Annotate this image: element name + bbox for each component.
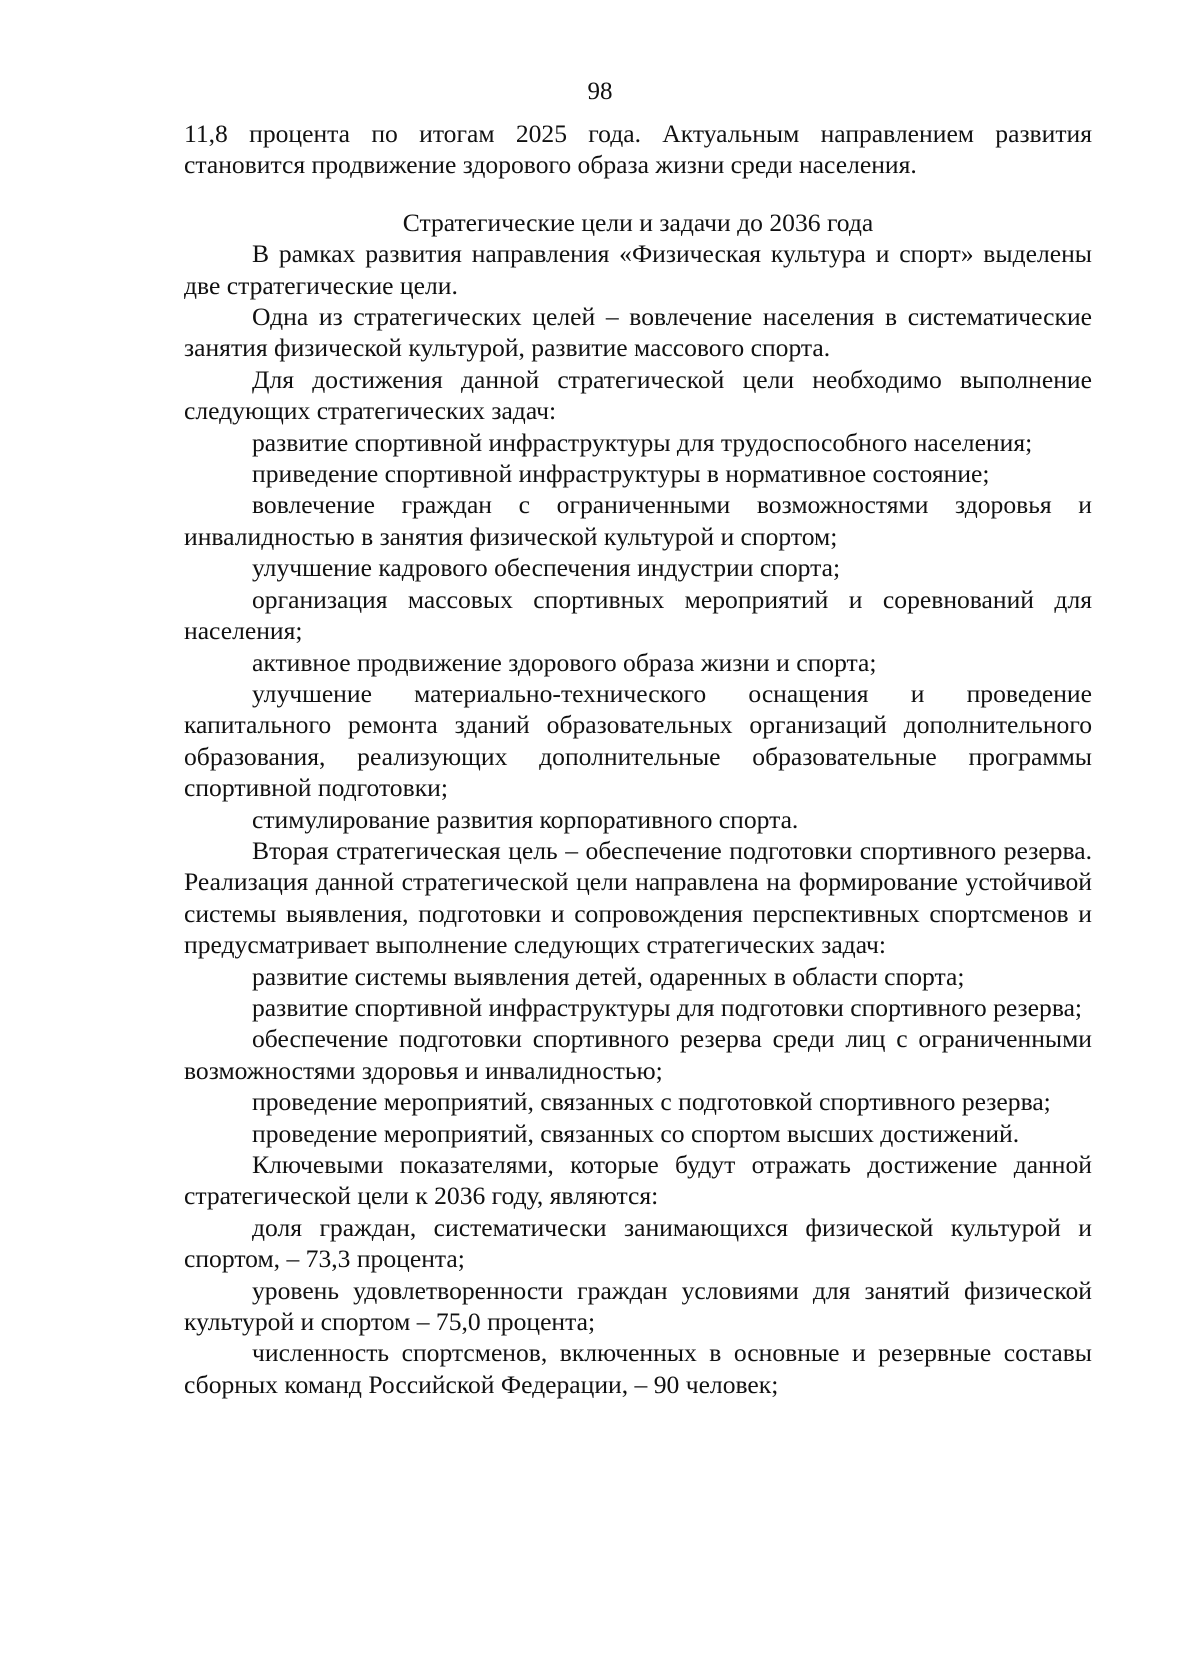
paragraph: Вторая стратегическая цель – обеспечение подготовки спортивного резерва. Реализация данной стратегической цели направлена на формирование устойчивой системы выявления, подготовки и сопровождения перспективных спортсменов и предусматривает выполнение следующих стратегических задач: [184,835,1092,960]
list-item: уровень удовлетворенности граждан условиями для занятий физической культурой и спортом – 75,0 процента; [184,1275,1092,1337]
list-item: развитие спортивной инфраструктуры для трудоспособного населения; [252,427,1033,457]
list-item: активное продвижение здорового образа жизни и спорта; [252,647,877,677]
list-item: улучшение кадрового обеспечения индустрии спорта; [252,553,841,583]
page-number: 98 [587,78,613,105]
paragraph: Одна из стратегических целей – вовлечение населения в систематические занятия физической культурой, развитие массового спорта. [184,302,1092,363]
list-item: приведение спортивной инфраструктуры в нормативное состояние; [252,459,990,489]
paragraph: Ключевыми показателями, которые будут отражать достижение данной стратегической цели к 2036 году, являются: [184,1150,1092,1211]
list-item: развитие системы выявления детей, одаренных в области спорта; [252,961,965,991]
list-item: вовлечение граждан с ограниченными возможностями здоровья и инвалидностью в занятия физической культурой и спортом; [184,490,1092,551]
list-item: проведение мероприятий, связанных со спортом высших достижений. [252,1118,1020,1148]
continuation-paragraph: 11,8 процента по итогам 2025 года. Актуальным направлением развития становится продвижение здорового образа жизни среди населения. [184,119,1092,180]
section-title: Стратегические цели и задачи до 2036 года [402,207,874,237]
list-item: численность спортсменов, включенных в основные и резервные составы сборных команд Российской Федерации, – 90 человек; [184,1338,1092,1399]
paragraph: В рамках развития направления «Физическая культура и спорт» выделены две стратегические цели. [184,239,1092,300]
list-item: доля граждан, систематически занимающихся физической культурой и спортом, – 73,3 процента; [184,1212,1092,1274]
list-item: развитие спортивной инфраструктуры для подготовки спортивного резерва; [252,992,1083,1022]
list-item: обеспечение подготовки спортивного резерва среди лиц с ограниченными возможностями здоровья и инвалидностью; [184,1024,1092,1085]
paragraph: Для достижения данной стратегической цели необходимо выполнение следующих стратегических задач: [184,364,1092,426]
list-item: стимулирование развития корпоративного спорта. [252,804,799,834]
list-item: организация массовых спортивных мероприятий и соревнований для населения; [184,584,1092,646]
list-item: улучшение материально-технического оснащения и проведение капитального ремонта зданий образовательных организаций дополнительного образования, реализующих дополнительные образовательные программы спортивной подготовки; [184,678,1092,803]
page-body [184,118,1092,1400]
list-item: проведение мероприятий, связанных с подготовкой спортивного резерва; [252,1087,1051,1117]
